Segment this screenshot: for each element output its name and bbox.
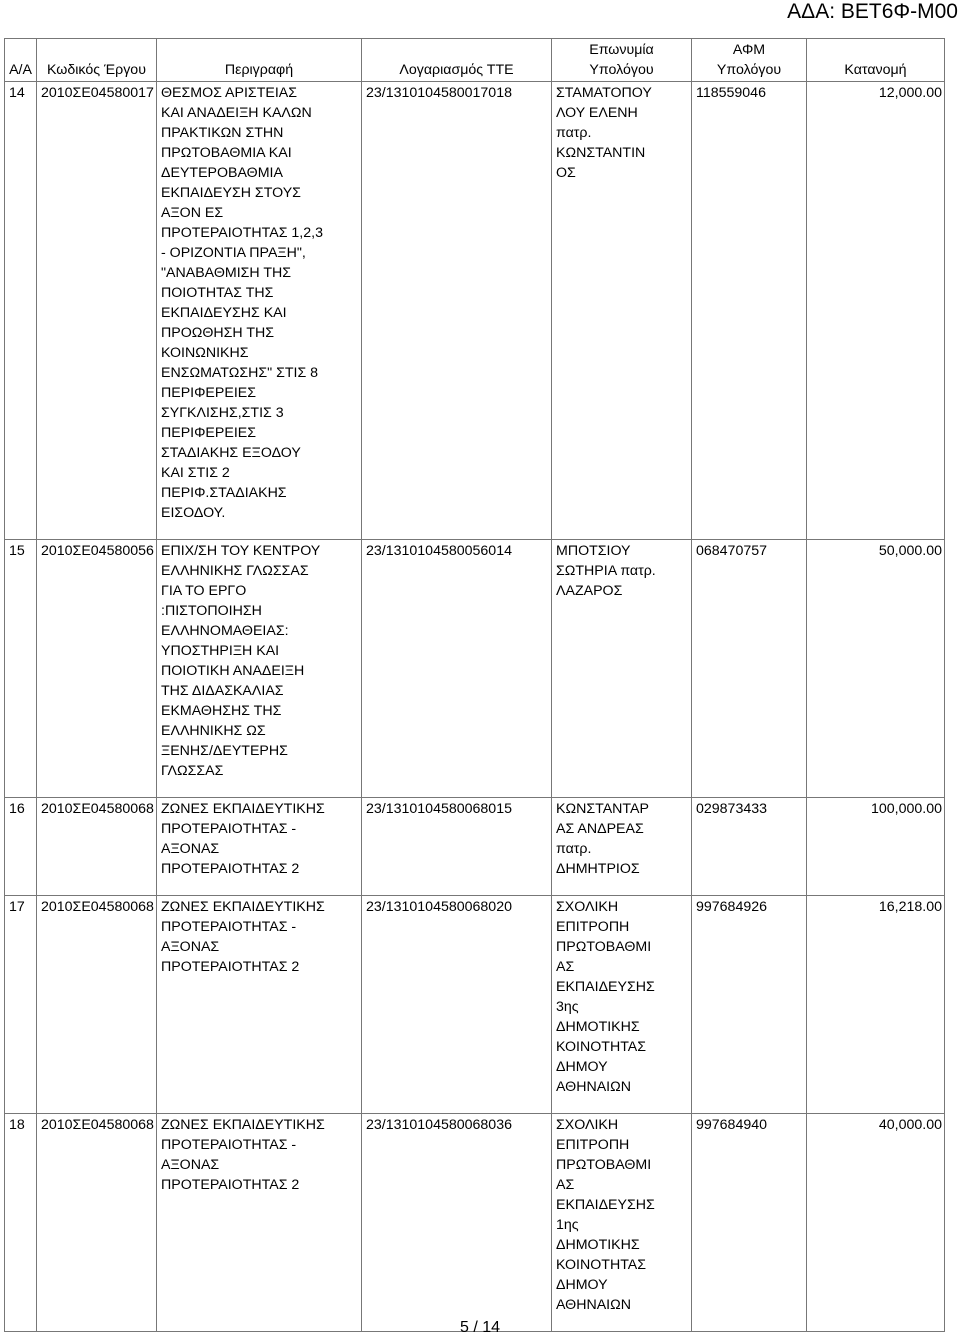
col-header-amount: Κατανομή <box>807 39 945 82</box>
row-afm: 068470757 <box>692 540 807 798</box>
row-code: 2010ΣΕ04580017 <box>37 82 157 540</box>
row-description: ΕΠΙΧ/ΣΗ ΤΟΥ ΚΕΝΤΡΟΥ ΕΛΛΗΝΙΚΗΣ ΓΛΩΣΣΑΣ ΓΙΑ ΤΟ ΕΡΓΟ :ΠΙΣΤΟΠΟΙΗΣΗ ΕΛΛΗΝΟΜΑΘΕΙΑΣ: ΥΠΟΣΤΗΡΙΞΗ ΚΑΙ ΠΟΙΟΤΙΚΗ ΑΝΑΔΕΙΞΗ ΤΗΣ ΔΙΔΑΣΚΑΛΙΑΣ ΕΚΜΑΘΗΣΗΣ ΤΗΣ ΕΛΛΗΝΙΚΗΣ ΩΣ ΞΕΝΗΣ/ΔΕΥΤΕΡΗΣ ΓΛΩΣΣΑΣ <box>157 540 362 798</box>
row-name: ΣΤΑΜΑΤΟΠΟΥ ΛΟΥ ΕΛΕΝΗ πατρ. ΚΩΝΣΤΑΝΤΙΝ ΟΣ <box>552 82 692 540</box>
table-row <box>5 896 945 1114</box>
ada-code: ΑΔΑ: ΒΕΤ6Φ-Μ00 <box>787 0 958 23</box>
table-row <box>5 1114 945 1332</box>
row-aa: 16 <box>5 798 37 896</box>
row-amount: 16,218.00 <box>807 896 945 1114</box>
row-afm: 029873433 <box>692 798 807 896</box>
col-header-account: Λογαριασμός ΤΤΕ <box>362 39 552 82</box>
row-code: 2010ΣΕ04580056 <box>37 540 157 798</box>
row-afm: 997684926 <box>692 896 807 1114</box>
row-amount: 100,000.00 <box>807 798 945 896</box>
row-account: 23/1310104580068015 <box>362 798 552 896</box>
row-aa: 15 <box>5 540 37 798</box>
row-account: 23/1310104580068020 <box>362 896 552 1114</box>
row-amount: 50,000.00 <box>807 540 945 798</box>
row-afm: 118559046 <box>692 82 807 540</box>
col-header-code: Κωδικός Έργου <box>37 39 157 82</box>
page-indicator: 5 / 14 <box>460 1319 501 1336</box>
row-description: ΖΩΝΕΣ ΕΚΠΑΙΔΕΥΤΙΚΗΣ ΠΡΟΤΕΡΑΙΟΤΗΤΑΣ - ΑΞΟΝΑΣ ΠΡΟΤΕΡΑΙΟΤΗΤΑΣ 2 <box>157 1114 362 1332</box>
row-amount: 12,000.00 <box>807 82 945 540</box>
table-row <box>5 82 945 540</box>
row-description: ΖΩΝΕΣ ΕΚΠΑΙΔΕΥΤΙΚΗΣ ΠΡΟΤΕΡΑΙΟΤΗΤΑΣ - ΑΞΟΝΑΣ ΠΡΟΤΕΡΑΙΟΤΗΤΑΣ 2 <box>157 798 362 896</box>
row-amount: 40,000.00 <box>807 1114 945 1332</box>
col-header-afm: ΑΦΜ Υπολόγου <box>692 39 807 82</box>
row-aa: 14 <box>5 82 37 540</box>
row-account: 23/1310104580068036 <box>362 1114 552 1332</box>
row-account: 23/1310104580017018 <box>362 82 552 540</box>
row-name: ΜΠΟΤΣΙΟΥ ΣΩΤΗΡΙΑ πατρ. ΛΑΖΑΡΟΣ <box>552 540 692 798</box>
row-aa: 18 <box>5 1114 37 1332</box>
row-code: 2010ΣΕ04580068 <box>37 798 157 896</box>
row-aa: 17 <box>5 896 37 1114</box>
row-code: 2010ΣΕ04580068 <box>37 1114 157 1332</box>
row-account: 23/1310104580056014 <box>362 540 552 798</box>
row-afm: 997684940 <box>692 1114 807 1332</box>
table-row <box>5 798 945 896</box>
col-header-description: Περιγραφή <box>157 39 362 82</box>
allocation-table <box>4 38 945 1332</box>
col-header-aa: Α/Α <box>5 39 37 82</box>
row-name: ΣΧΟΛΙΚΗ ΕΠΙΤΡΟΠΗ ΠΡΩΤΟΒΑΘΜΙ ΑΣ ΕΚΠΑΙΔΕΥΣΗΣ 3ης ΔΗΜΟΤΙΚΗΣ ΚΟΙΝΟΤΗΤΑΣ ΔΗΜΟΥ ΑΘΗΝΑΙΩΝ <box>552 896 692 1114</box>
row-description: ΖΩΝΕΣ ΕΚΠΑΙΔΕΥΤΙΚΗΣ ΠΡΟΤΕΡΑΙΟΤΗΤΑΣ - ΑΞΟΝΑΣ ΠΡΟΤΕΡΑΙΟΤΗΤΑΣ 2 <box>157 896 362 1114</box>
row-name: ΣΧΟΛΙΚΗ ΕΠΙΤΡΟΠΗ ΠΡΩΤΟΒΑΘΜΙ ΑΣ ΕΚΠΑΙΔΕΥΣΗΣ 1ης ΔΗΜΟΤΙΚΗΣ ΚΟΙΝΟΤΗΤΑΣ ΔΗΜΟΥ ΑΘΗΝΑΙΩΝ <box>552 1114 692 1332</box>
row-name: ΚΩΝΣΤΑΝΤΑΡ ΑΣ ΑΝΔΡΕΑΣ πατρ. ΔΗΜΗΤΡΙΟΣ <box>552 798 692 896</box>
row-description: ΘΕΣΜΟΣ ΑΡΙΣΤΕΙΑΣ ΚΑΙ ΑΝΑΔΕΙΞΗ ΚΑΛΩΝ ΠΡΑΚΤΙΚΩΝ ΣΤΗΝ ΠΡΩΤΟΒΑΘΜΙΑ ΚΑΙ ΔΕΥΤΕΡΟΒΑΘΜΙΑ ΕΚΠΑΙΔΕΥΣΗ ΣΤΟΥΣ ΑΞΟΝ ΕΣ ΠΡΟΤΕΡΑΙΟΤΗΤΑΣ 1,2,3 - ΟΡΙΖΟΝΤΙΑ ΠΡΑΞΗ", "ΑΝΑΒΑΘΜΙΣΗ ΤΗΣ ΠΟΙΟΤΗΤΑΣ ΤΗΣ ΕΚΠΑΙΔΕΥΣΗΣ ΚΑΙ ΠΡΟΩΘΗΣΗ ΤΗΣ ΚΟΙΝΩΝΙΚΗΣ ΕΝΣΩΜΑΤΩΣΗΣ" ΣΤΙΣ 8 ΠΕΡΙΦΕΡΕΙΕΣ ΣΥΓΚΛΙΣΗΣ,ΣΤΙΣ 3 ΠΕΡΙΦΕΡΕΙΕΣ ΣΤΑΔΙΑΚΗΣ ΕΞΟΔΟΥ ΚΑΙ ΣΤΙΣ 2 ΠΕΡΙΦ.ΣΤΑΔΙΑΚΗΣ ΕΙΣΟΔΟΥ. <box>157 82 362 540</box>
table-row <box>5 540 945 798</box>
table-header-row <box>5 39 945 82</box>
row-code: 2010ΣΕ04580068 <box>37 896 157 1114</box>
col-header-name: Επωνυμία Υπολόγου <box>552 39 692 82</box>
